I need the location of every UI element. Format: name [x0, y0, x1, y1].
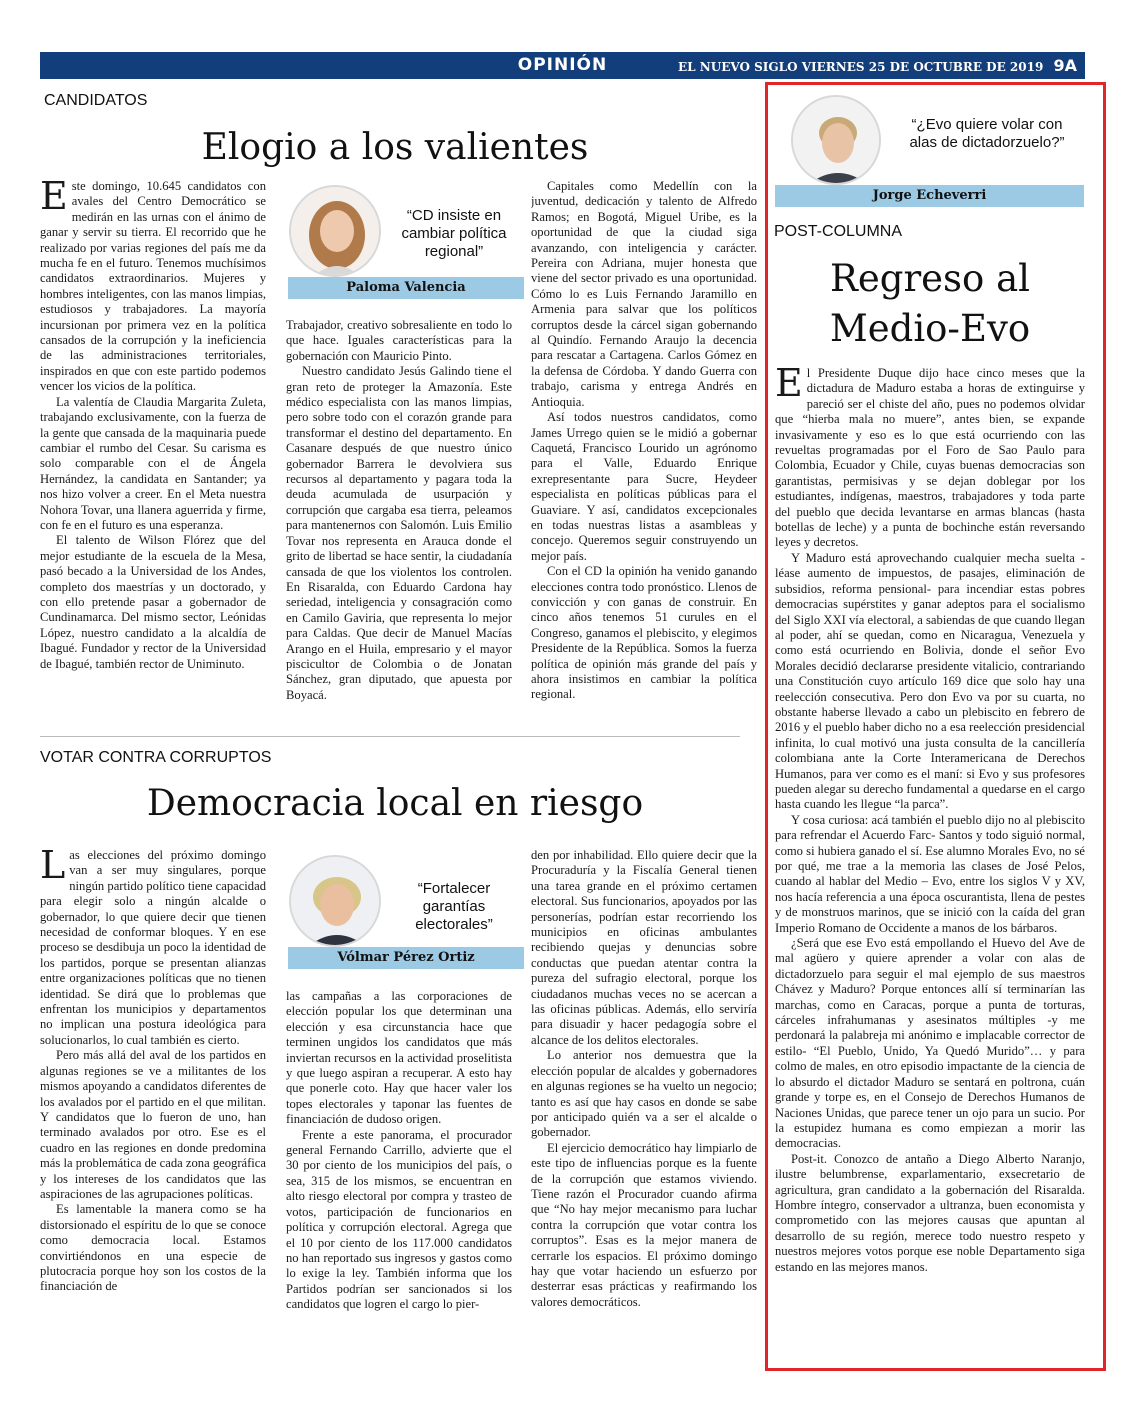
page-header [40, 52, 1085, 79]
article3-kicker: POST-COLUMNA [774, 223, 903, 240]
paragraph: Y cosa curiosa: acá también el pueblo dijo no al plebiscito para refrendar el Acuerdo Farc- Santos y todo siguió normal, como si hubiera ganado el sí. Ese alumno Morales Evo, no sé por qué, me trae a la memoria las clases de José Pelos, cuando al hablar del Medio – Evo, entre los siglos V y XV, nos hacía referencia a una época oscurantista, llena de pestes y de monstruos marinos, que se inició con la caída del gran Imperio Romano de Occidente a manos de los bárbaros. [775, 812, 1085, 935]
author-portrait [289, 185, 381, 277]
paragraph: Y Maduro está aprovechando cualquier mecha suelta -léase aumento de impuestos, de pasajes, eliminación de subsidios, reforma pensional- para incendiar estas pobres democracias supérstites y ganar adeptos para el socialismo del Siglo XXI vía electoral, a sabiendas de que cuando llegan al poder, ahí se quedan, como en Nicaragua, Venezuela y como está ocurriendo en Bolivia, donde el señor Evo Morales decidió declararse presidente vitalicio, contrariando una Constitución cuyo artículo 169 dice que solo hay una reelección consecutiva. Pero don Evo va por su cuarta, no obstante haberse llevado a cabo un plebiscito en febrero de 2016 y el pueblo haber dicho no a esa reelección presidencial infinita, lo cual motivó una justa consulta de la cancillería colombiana ante la Corte Interamericana de Derechos Humanos, para ver como es el maní: si Evo y sus profesores pueden alegar su derecho fundamental a quedarse en el cargo hasta cuando les llegue “la parca”. [775, 550, 1085, 812]
paragraph: Post-it. Conozco de antaño a Diego Alberto Naranjo, ilustre belumbrense, exparlamentario, exsecretario de agricultura, gran candidato a la gobernación del Risaralda. Hombre íntegro, conservador a ultranza, buen economista y comprometido con las mejores causas que apuntan al desarrollo de su región, merece todo nuestro respeto y nuestros mejores votos porque ese noble Departamento siga estando en las mejores manos. [775, 1151, 1085, 1274]
paragraph: ste domingo, 10.645 candidatos con avales del Centro Democrático se medirán en las urnas con el ánimo de ganar y servir su tierra. El recorrido que he realizado por varias regiones del país me da mucha fe en el futuro. Tenemos muchísimos candidatos extraordinarios. Mujeres y hombres inteligentes, con las manos limpias, estudiosos y trabajadores. La mayoría incursionan por primera vez en la política cansados de la corrupción y la ineficiencia de las administraciones territoriales, inspirados en que con este partido podemos vencer los vicios de la política. [40, 179, 266, 394]
pull-quote: “Fortalecer garantías electorales” [415, 880, 493, 933]
article2-kicker: VOTAR CONTRA CORRUPTOS [40, 749, 272, 766]
author-portrait [289, 855, 381, 947]
paragraph: den por inhabilidad. Ello quiere decir que la Procuraduría y la Fiscalía General tienen una tarea grande en el próximo certamen electoral. Sus funcionarios, apoyados por las personerías, podrían estar recorriendo los municipios en oficinas ambulantes recibiendo quejas y denuncias sobre conductas que puedan atentar contra la pureza del sufragio electoral, porque los ciudadanos muchas veces no se acercan a las oficinas públicas. Además, ello serviría para disuadir y hacer pedagogía sobre el alcance de los delitos electorales. [531, 848, 757, 1047]
paragraph: Trabajador, creativo sobresaliente en todo lo que hace. Iguales características para la gobernación con Mauricio Pinto. [286, 318, 512, 363]
paragraph: las campañas a las corporaciones de elección popular los que determinan una elección y esa circunstancia hace que terminen ungidos los candidatos que más inviertan recursos en la actividad proselitista y que luego aspiran a recuperar. A esto hay que ponerle coto. Hay que hacer valer los topes electorales y taponar las fuentes de financiación de dudoso origen. [286, 989, 512, 1127]
dropcap: E [775, 366, 803, 405]
article2-column-1 [40, 848, 266, 1348]
article2-column-2 [286, 989, 512, 1348]
dropcap: E [40, 179, 68, 218]
paragraph: Así todos nuestros candidatos, como James Urrego quien se le midió a gobernar Caquetá, Francisco Lourido un agrónomo para el Valle, Eduardo Enrique exrepresentante para Sucre, Heydeer especialista en políticas públicas para el Guaviare. Y así, candidatos excepcionales en todas nuestras listas a asambleas y concejo. Queremos seguir construyendo un mejor país. [531, 410, 757, 563]
article2-headline: Democracia local en riesgo [146, 783, 644, 824]
masthead-info [678, 56, 1077, 75]
paragraph: Nuestro candidato Jesús Galindo tiene el gran reto de proteger la Amazonía. Este médico especialista con las manos limpias, pero sobre todo con el corazón grande para transformar el destino del departamento. En Casanare después de que nuestro único gobernador Barrera le devolviera sus recursos al departamento y pagara toda la deuda acumulada de usurpación y corrupción que cargaba esa tierra, peleamos para mantenernos con Salomón. Luis Emilio Tovar nos representa en Arauca donde el grito de libertad se hace sentir, la ciudadanía cansada de que los violentos los controlen. En Risaralda, con Eduardo Cardona hay seriedad, inteligencia y consagración como en Camilo Gaviria, que representa lo mejor para Caldas. Que decir de Manuel Macías Arango en el Huila, empresario y el mayor piscicultor de Colombia o de Jonatan Sánchez, gran diputado, que apuesta por Boyacá. [286, 364, 512, 702]
paragraph: Pero más allá del aval de los partidos en algunas regiones se ve a militantes de los mismos apoyando a candidatos diferentes de los avalados por el partido en el que militan. Y candidatos que lo fueron de uno, han terminado avalados por otro. Ese es el cuadro en las regiones en donde predomina más la problemática de cada zona geográfica y los intereses de los candidatos que las aspiraciones de las agrupaciones políticas. [40, 1048, 266, 1201]
paragraph: El ejercicio democrático hay limpiarlo de este tipo de influencias porque es la fuente de la corrupción que estamos viviendo. Tiene razón el Procurador cuando afirma que “No hay mejor mecanismo para luchar contra la corrupción que votar contra los corruptos”. Esas es la mejor manera de cerrarle los espacios. El próximo domingo hay que votar haciendo un esfuerzo por desterrar esas prácticas y reafirmando los valores democráticos. [531, 1140, 757, 1309]
paragraph: as elecciones del próximo domingo van a ser muy singulares, porque ningún partido político tiene capacidad para elegir solo a ningún alcalde o gobernador, lo que quiere decir que tienen necesidad de conformar bloques. Y en ese proceso se desdibuja un poco la identidad de los partidos, porque se presentan alianzas entre organizaciones políticas que no tienen identidad. Se dirá que lo problemas que enfrentan los municipios y departamentos no implican una postura ideológica para solucionarlos, lo cual también es cierto. [40, 848, 266, 1047]
dropcap: L [40, 848, 66, 887]
article1-headline: Elogio a los valientes [201, 127, 589, 168]
article1-column-3 [531, 179, 757, 727]
article3-headline: Regreso al Medio-Evo [829, 257, 1031, 350]
author-portrait [791, 95, 881, 185]
paragraph: Es lamentable la manera como se ha distorsionado el espíritu de lo que se conoce como democracia local. Estamos convirtiéndonos en una especie de plutocracia porque hoy son los costos de la financiación de [40, 1202, 266, 1294]
woman-portrait-icon [291, 187, 381, 277]
page-number: 9A [1053, 56, 1077, 75]
pull-quote: “¿Evo quiere volar con alas de dictadorzuelo?” [909, 116, 1065, 151]
man-portrait-icon [291, 857, 381, 947]
pull-quote: “CD insiste en cambiar política regional” [401, 207, 507, 260]
article1-column-1 [40, 179, 266, 727]
author-name: Vólmar Pérez Ortiz [288, 947, 524, 969]
article1-kicker: CANDIDATOS [44, 92, 148, 109]
author-name: Jorge Echeverri [775, 185, 1084, 207]
article3-body [775, 366, 1085, 1356]
section-divider [40, 736, 740, 737]
paragraph: Capitales como Medellín con la juventud, dedicación y talento de Alfredo Ramos; en Bogotá, Miguel Uribe, es la oportunidad de que la ciudad siga avanzando, con inteligencia y carácter. Pereira con Adriana, mujer honesta que viene del sector privado es una oportunidad. Cómo lo es Luis Fernando Jaramillo en Armenia para salvar que los políticos corruptos desde la cárcel sigan gobernando al Quindío. Fernando Araujo la decencia para rescatar a Cartagena. Carlos Gómez en la defensa de Córdoba. Y dando Guerra con trabajo, carisma y entrega Andrés en Antioquia. [531, 179, 757, 409]
issue-date: VIERNES 25 DE OCTUBRE DE 2019 [801, 60, 1044, 74]
author-name: Paloma Valencia [288, 277, 524, 299]
man-portrait-icon [793, 97, 881, 185]
paragraph: Con el CD la opinión ha venido ganando elecciones contra todo pronóstico. Llenos de convicción y con ganas de construir. En cinco años tenemos 51 curules en el Congreso, ganamos el plebiscito, y elegimos Presidente de la República. Somos la fuerza política de opinión más grande del país y ahora insistimos en cambiar la política regional. [531, 564, 757, 702]
paragraph: l Presidente Duque dijo hace cinco meses que la dictadura de Maduro estaba a horas de extinguirse y pareció ser el chiste del año, pues no podemos olvidar que “hierba mala no muere”, antes bien, se expande invasivamente y eso es lo que está ocurriendo con las revueltas programadas por el Foro de Sao Paulo para Colombia, Ecuador y Chile, cuyas buenas democracias son garantistas, permisivas y se dejan doblegar por los estudiantes, indígenas, maestros, trabajadores y toda parte del pueblo que decida levantarse en armas blancas (hasta botellas de leche) y a punta de bochinche están reversando leyes y decretos. [775, 366, 1085, 550]
paragraph: El talento de Wilson Flórez que del mejor estudiante de la escuela de la Mesa, pasó becado a la Universidad de los Andes, completo dos maestrías y un doctorado, y con ello pretende pasar a gobernador de Cundinamarca. Del mismo sector, Leónidas López, nuestro candidato a la alcaldía de Ibagué. Fundador y rector de la Universidad de Ibagué, también rector de Uniminuto. [40, 533, 266, 671]
paragraph: La valentía de Claudia Margarita Zuleta, trabajando exclusivamente, con la fuerza de la gente que cansada de la maquinaria puede cambiar el rumbo del Cesar. Su carisma es solo comparable con el de Ángela Hernández, la candidata en Santander; ya nos hizo volver a creer. En el Meta nuestra Nohora Tovar, una llanera aguerrida y firme, con fe en el futuro es una esperanza. [40, 394, 266, 532]
paragraph: Frente a este panorama, el procurador general Fernando Carrillo, advierte que el 30 por ciento de los municipios del país, o sea, 315 de los mismos, se encuentran en alto riesgo electoral por compra y trasteo de votos, participación de funcionarios en política y corrupción electoral. Agrega que el 10 por ciento de los 117.000 candidatos no han reportado sus ingresos y gastos como lo exige la ley. También informa que los Partidos podrían ser sancionados si los candidatos que logren el cargo lo pier- [286, 1127, 512, 1312]
paragraph: ¿Será que ese Evo está empollando el Huevo del Ave de mal agüero y quiere aprender a volar con alas de dictadorzuelo para seguir el mal ejemplo de sus maestros Chávez y Maduro? Porque entonces allí sí terminarían las marchas, como en Caracas, porque a punta de torturas, cárceles infrahumanas y asesinatos múltiples -y me perdonará la palabreja mi anónimo e implacable corrector de estilo- “El Pueblo, Unido, Ya Quedó Murido”… y para colmo de males, en otro episodio impactante de la ciencia de lo absurdo el dictador Maduro se sentará en poltrona, cuán grande y torpe es, en el Consejo de Derechos Humanos de Naciones Unidas, que parece tener un ojo para un sucio. Por la estupidez humana es como empiezan a morir las democracias. [775, 936, 1085, 1151]
section-title: OPINIÓN [517, 55, 608, 75]
article2-column-3 [531, 848, 757, 1348]
paragraph: Lo anterior nos demuestra que la elección popular de alcaldes y gobernadores en algunas regiones se ha vuelto un negocio; tanto es así que hay casos en donde se sabe por anticipado quién va a ser el alcalde o gobernador. [531, 1048, 757, 1140]
paper-name: EL NUEVO SIGLO [678, 60, 798, 74]
article1-column-2 [286, 318, 512, 727]
